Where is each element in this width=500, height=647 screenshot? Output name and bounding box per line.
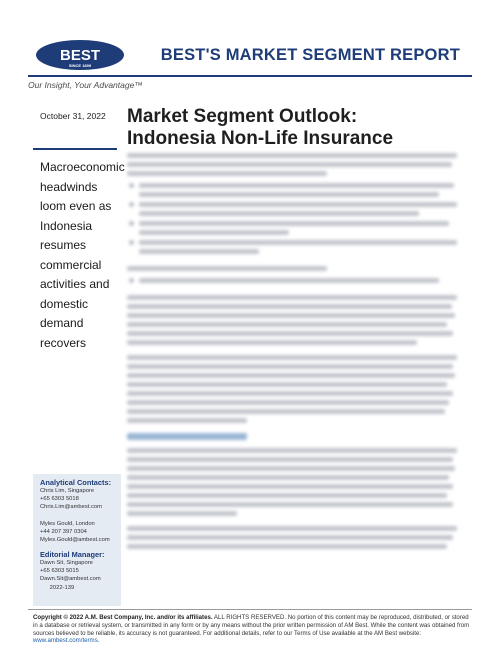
logo-best-text: BEST: [59, 47, 101, 64]
title-line-1: Market Segment Outlook:: [127, 106, 358, 127]
logo-since-text: SINCE 1899: [68, 63, 92, 68]
report-title: BEST'S MARKET SEGMENT REPORT: [160, 46, 460, 64]
terms-link[interactable]: www.ambest.com/terms: [33, 637, 98, 645]
analytical-contacts-heading: Analytical Contacts:: [40, 478, 112, 487]
analytical-contacts-list: Chris Lim, Singapore +65 6303 5018 Chris.Lim@ambest.com Myles Gould, London +44 207 397 0304 Myles.Gould@ambest.com: [40, 488, 110, 544]
footer-divider: [28, 609, 472, 610]
rights-text: ALL RIGHTS RESERVED. No portion of this content may be reproduced, distributed, or stored in a database or retrieval system, or transmitted in any form or by any means without the prior written permission of AM Best. While the content was obtained from sources believed to be reliable, its accuracy is not guaranteed. For additional details, refer to our Terms of Use available at the AM Best website:: [33, 614, 470, 637]
am-best-logo: [34, 36, 126, 72]
tagline: Our Insight, Your Advantage™: [28, 80, 143, 90]
copyright-notice: Copyright © 2022 A.M. Best Company, Inc. and/or its affiliates.: [33, 614, 213, 621]
publication-date: October 31, 2022: [40, 111, 106, 121]
article-title: [127, 106, 393, 150]
footer-copyright: [33, 614, 473, 645]
header-divider: [28, 75, 472, 77]
sidebar-highlight: Macroeconomic headwinds loom even as Indonesia resumes commercial activities and domestic demand recovers: [40, 160, 125, 350]
editorial-manager-heading: Editorial Manager:: [40, 550, 105, 559]
blurred-body-text: [127, 150, 467, 560]
contacts-panel: [33, 474, 121, 606]
footer-end: .: [97, 637, 100, 645]
title-line-2: Indonesia Non-Life Insurance: [127, 128, 394, 149]
logo-am-text: AM: [75, 41, 85, 47]
editorial-manager-list: Dawn Sit, Singapore +65 6303 5015 Dawn.Sit@ambest.com 2022-139: [40, 560, 101, 591]
